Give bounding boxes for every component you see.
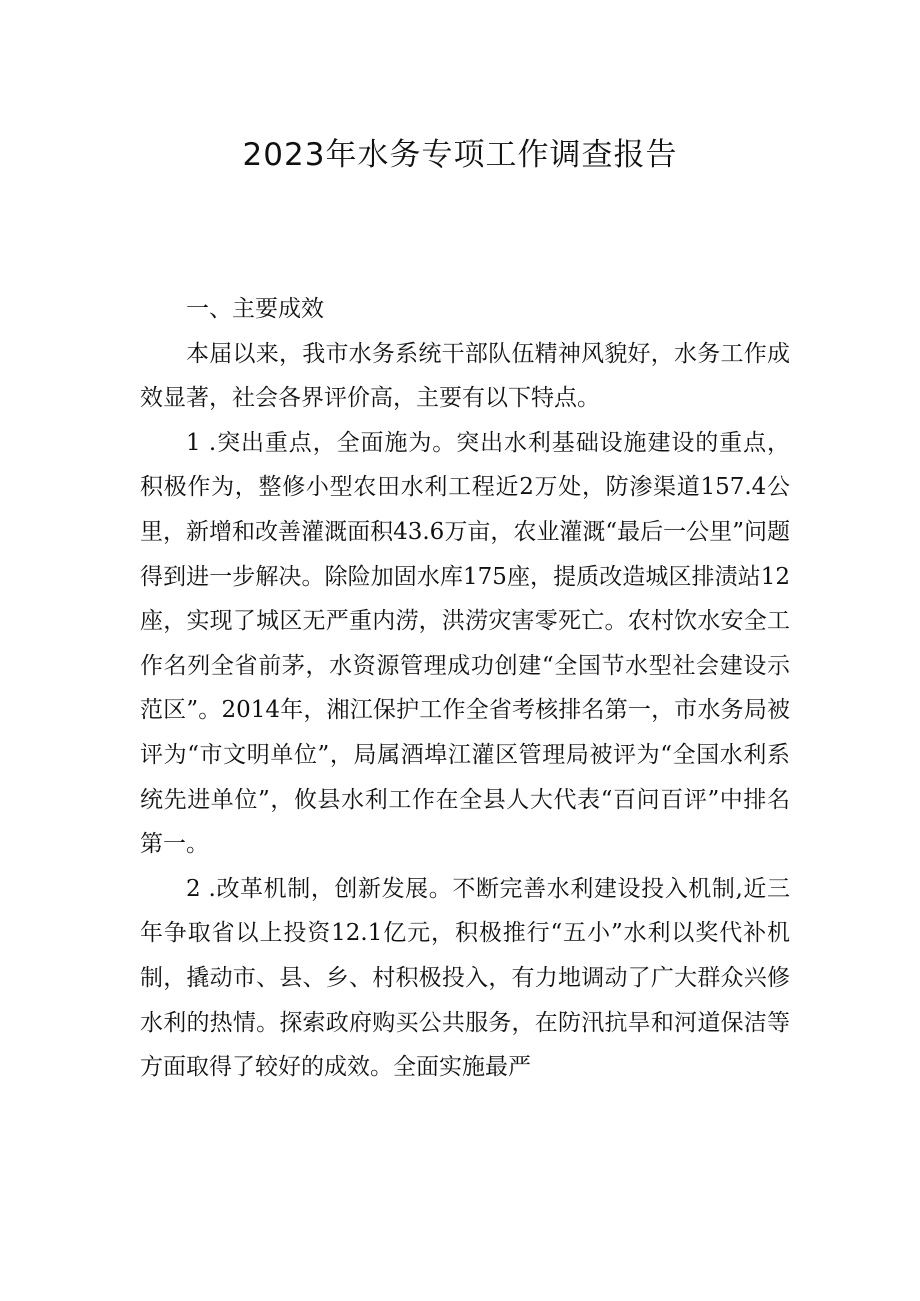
paragraph-point-1: 1 .突出重点，全面施为。突出水利基础设施建设的重点，积极作为，整修小型农田水利工程近2万处，防渗渠道157.4公里，新增和改善灌溉面积43.6万亩，农业灌溉“最后一公里”问题得到进一步解决。除险加固水库175座，提质改造城区排渍站12座，实现了城区无严重内涝，洪涝灾害零死亡。农村饮水安全工作名列全省前茅，水资源管理成功创建“全国节水型社会建设示范区”。2014年，湘江保护工作全省考核排名第一，市水务局被评为“市文明单位”，局属酒埠江灌区管理局被评为“全国水利系统先进单位”，攸县水利工作在全县人大代表“百问百评”中排名第一。 <box>140 429 790 858</box>
document-body <box>140 287 790 1090</box>
paragraph-point-2: 2 .改革机制，创新发展。不断完善水利建设投入机制,近三年争取省以上投资12.1亿元，积极推行“五小”水利以奖代补机制，撬动市、县、乡、村积极投入，有力地调动了广大群众兴修水利的热情。探索政府购买公共服务，在防汛抗旱和河道保洁等方面取得了较好的成效。全面实施最严 <box>140 875 790 1081</box>
paragraph-intro: 本届以来，我市水务系统干部队伍精神风貌好，水务工作成效显著，社会各界评价高，主要有以下特点。 <box>140 340 790 412</box>
document-title: 2023年水务专项工作调查报告 <box>242 137 678 173</box>
section-heading: 一、主要成效 <box>186 296 324 322</box>
